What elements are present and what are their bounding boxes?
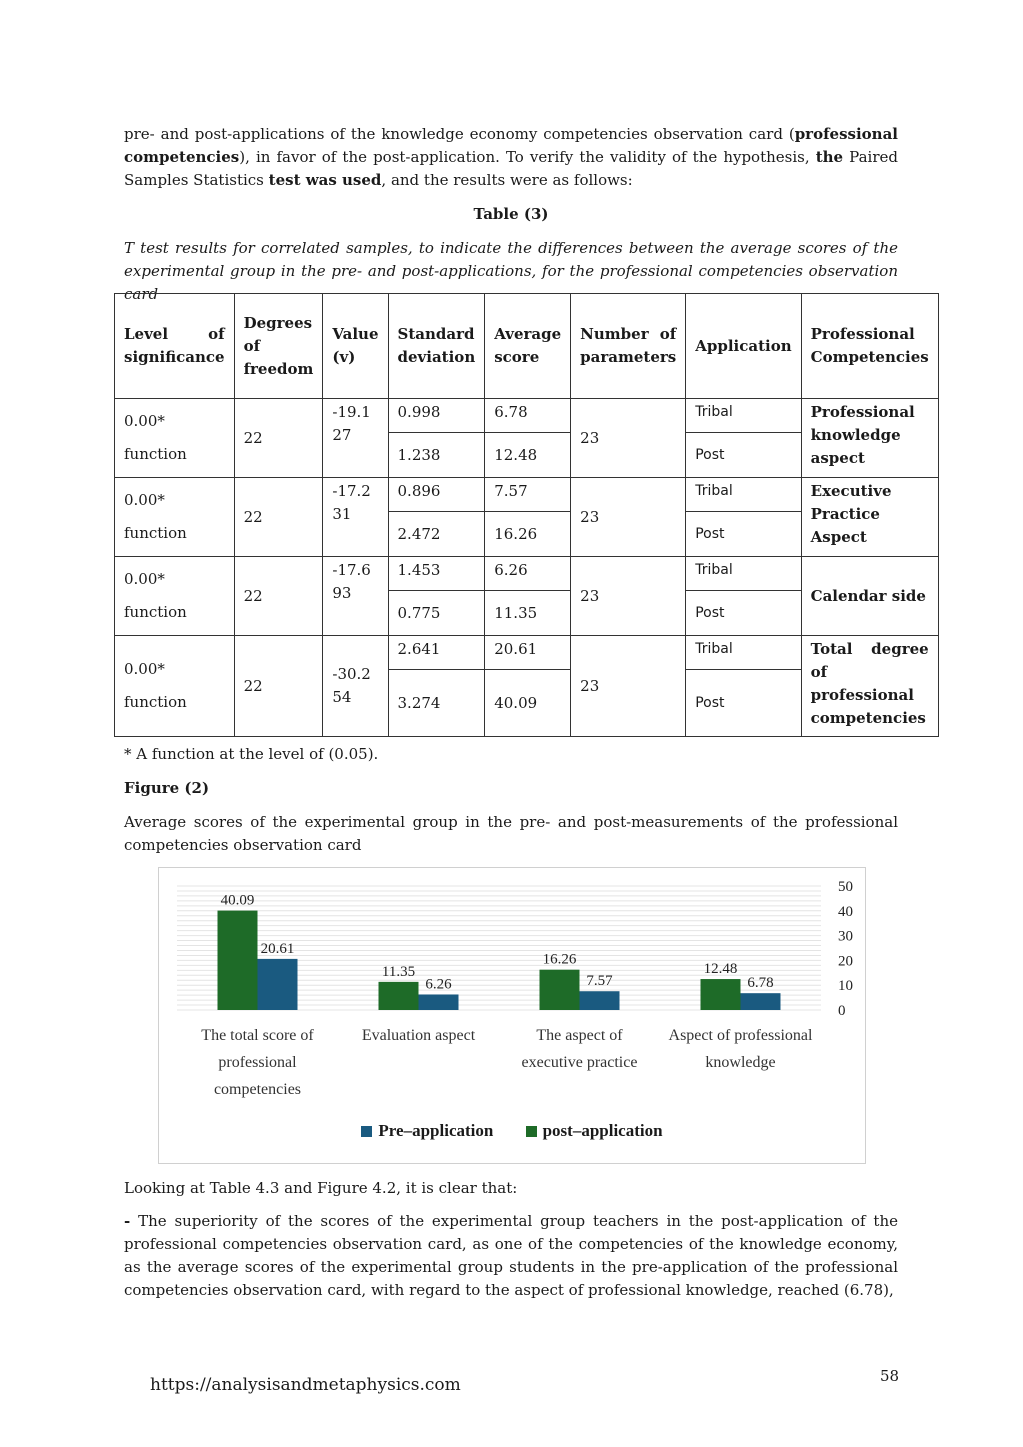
intro-bold-3: test was used [268, 171, 382, 189]
after-dash: - [124, 1212, 131, 1230]
data-label: 6.26 [425, 976, 452, 993]
legend-label-post: post–application [542, 1121, 663, 1140]
legend-item-post [526, 1121, 663, 1140]
avg-cell: 12.48 [485, 433, 571, 478]
avg-cell: 11.35 [485, 591, 571, 636]
sd-cell: 3.274 [388, 670, 485, 737]
significance-note: function [124, 603, 187, 621]
intro-bold-1: professional competencies [124, 125, 898, 166]
significance-cell [115, 399, 235, 478]
significance-value: 0.00* [124, 412, 165, 430]
x-tick-label: The total score of [201, 1027, 314, 1044]
chart-legend [159, 1121, 865, 1141]
y-tick-label: 20 [838, 953, 853, 970]
header-parameters: Number of parameters [571, 294, 686, 399]
y-tick-label: 0 [838, 1003, 846, 1019]
header-degrees: Degrees of freedom [234, 294, 323, 399]
bar-chart [158, 867, 866, 1164]
data-label: 12.48 [703, 961, 738, 978]
table-header-row [115, 294, 939, 399]
legend-swatch-post [526, 1126, 537, 1137]
df-cell: 22 [234, 478, 323, 557]
results-table [114, 293, 939, 737]
t-value-cell: -30.254 [323, 636, 388, 737]
application-cell: Tribal [686, 399, 801, 433]
bar-post [540, 970, 580, 1010]
significance-value: 0.00* [124, 570, 165, 588]
t-value-cell: -19.127 [323, 399, 388, 478]
table-row [115, 557, 939, 591]
avg-cell: 7.57 [485, 478, 571, 512]
figure-caption: Average scores of the experimental group in the pre- and post-measurements of the professional competencies observation card [124, 813, 898, 854]
bar-post [701, 979, 741, 1010]
n-cell: 23 [571, 478, 686, 557]
x-tick-label: professional [218, 1054, 297, 1071]
header-significance: Level of significance [115, 294, 235, 399]
significance-note: function [124, 524, 187, 542]
significance-cell [115, 478, 235, 557]
df-cell: 22 [234, 399, 323, 478]
y-tick-label: 40 [838, 903, 853, 920]
significance-cell [115, 636, 235, 737]
after-paragraph [124, 1210, 898, 1302]
n-cell: 23 [571, 399, 686, 478]
bar-post [218, 911, 258, 1010]
df-cell: 22 [234, 636, 323, 737]
table-row [115, 636, 939, 670]
df-cell: 22 [234, 557, 323, 636]
significance-value: 0.00* [124, 660, 165, 678]
t-value-cell: -17.231 [323, 478, 388, 557]
data-label: 16.26 [542, 951, 577, 968]
t-value-cell: -17.693 [323, 557, 388, 636]
intro-text-2: ), in favor of the post-application. To verify the validity of the hypothesis, [239, 148, 816, 166]
bar-pre [258, 959, 298, 1010]
application-cell: Tribal [686, 636, 801, 670]
bar-post [379, 982, 419, 1010]
application-cell: Tribal [686, 478, 801, 512]
sd-cell: 1.238 [388, 433, 485, 478]
data-label: 20.61 [260, 940, 295, 957]
header-std-dev: Standard deviation [388, 294, 485, 399]
sd-cell: 0.896 [388, 478, 485, 512]
chart-plot [159, 868, 865, 1118]
bar-pre [580, 991, 620, 1010]
table-caption: T test results for correlated samples, to indicate the differences between the average scores of the experimental group in the pre- and post-applications, for the professional competencies observation card [124, 239, 898, 303]
significance-value: 0.00* [124, 491, 165, 509]
header-application: Application [686, 294, 801, 399]
n-cell: 23 [571, 636, 686, 737]
x-tick-label: executive practice [521, 1054, 638, 1071]
application-cell: Post [686, 670, 801, 737]
aspect-cell: Total degree of professional competencies [801, 636, 938, 737]
aspect-cell: Executive Practice Aspect [801, 478, 938, 557]
avg-cell: 6.78 [485, 399, 571, 433]
x-tick-label: Aspect of professional [668, 1027, 813, 1044]
sd-cell: 1.453 [388, 557, 485, 591]
data-label: 11.35 [381, 963, 416, 980]
sd-cell: 2.641 [388, 636, 485, 670]
after-lead: Looking at Table 4.3 and Figure 4.2, it is clear that: [124, 1179, 518, 1197]
application-cell: Post [686, 512, 801, 557]
x-tick-label: The aspect of [536, 1027, 623, 1044]
x-tick-label: knowledge [705, 1054, 776, 1071]
n-cell: 23 [571, 557, 686, 636]
y-tick-label: 50 [838, 879, 853, 895]
header-value: Value (v) [323, 294, 388, 399]
avg-cell: 16.26 [485, 512, 571, 557]
intro-text-4: , and the results were as follows: [381, 171, 633, 189]
data-label: 40.09 [220, 892, 255, 909]
application-cell: Post [686, 591, 801, 636]
legend-swatch-pre [361, 1126, 372, 1137]
after-body: The superiority of the scores of the experimental group teachers in the post-application of the professional competencies observation card, as one of the competencies of the knowledge economy, as the average scores of the experimental group students in the pre-application of the professional competencies observation card, with regard to the aspect of professional knowledge, reached (6.78), [124, 1212, 898, 1299]
avg-cell: 20.61 [485, 636, 571, 670]
table-row [115, 478, 939, 512]
intro-text-1: pre- and post-applications of the knowledge economy competencies observation card ( [124, 125, 795, 143]
table-title: Table (3) [473, 205, 549, 223]
bar-pre [741, 993, 781, 1010]
significance-note: function [124, 693, 187, 711]
legend-label-pre: Pre–application [378, 1121, 494, 1140]
bar-pre [419, 994, 459, 1010]
significance-note: function [124, 445, 187, 463]
figure-title: Figure (2) [124, 779, 210, 797]
header-competencies: Professional Competencies [801, 294, 938, 399]
legend-item-pre [361, 1121, 493, 1140]
y-tick-label: 10 [838, 978, 853, 995]
header-average: Average score [485, 294, 571, 399]
significance-cell [115, 557, 235, 636]
data-label: 6.78 [747, 975, 774, 992]
x-tick-label: Evaluation aspect [361, 1027, 476, 1044]
sd-cell: 0.998 [388, 399, 485, 433]
page-number: 58 [880, 1367, 900, 1385]
x-tick-label: competencies [213, 1081, 302, 1098]
y-tick-label: 30 [838, 928, 853, 945]
table-row [115, 399, 939, 433]
sd-cell: 2.472 [388, 512, 485, 557]
aspect-cell: Calendar side [801, 557, 938, 636]
sd-cell: 0.775 [388, 591, 485, 636]
aspect-cell: Professional knowledge aspect [801, 399, 938, 478]
intro-bold-2: the [815, 148, 844, 166]
data-label: 7.57 [586, 973, 613, 990]
avg-cell: 40.09 [485, 670, 571, 737]
application-cell: Tribal [686, 557, 801, 591]
avg-cell: 6.26 [485, 557, 571, 591]
intro-paragraph [124, 123, 898, 192]
table-note: * A function at the level of (0.05). [124, 745, 379, 763]
application-cell: Post [686, 433, 801, 478]
intro-text-3: Paired Samples Statistics [124, 148, 898, 189]
footer-url[interactable]: https://analysisandmetaphysics.com [150, 1375, 461, 1395]
